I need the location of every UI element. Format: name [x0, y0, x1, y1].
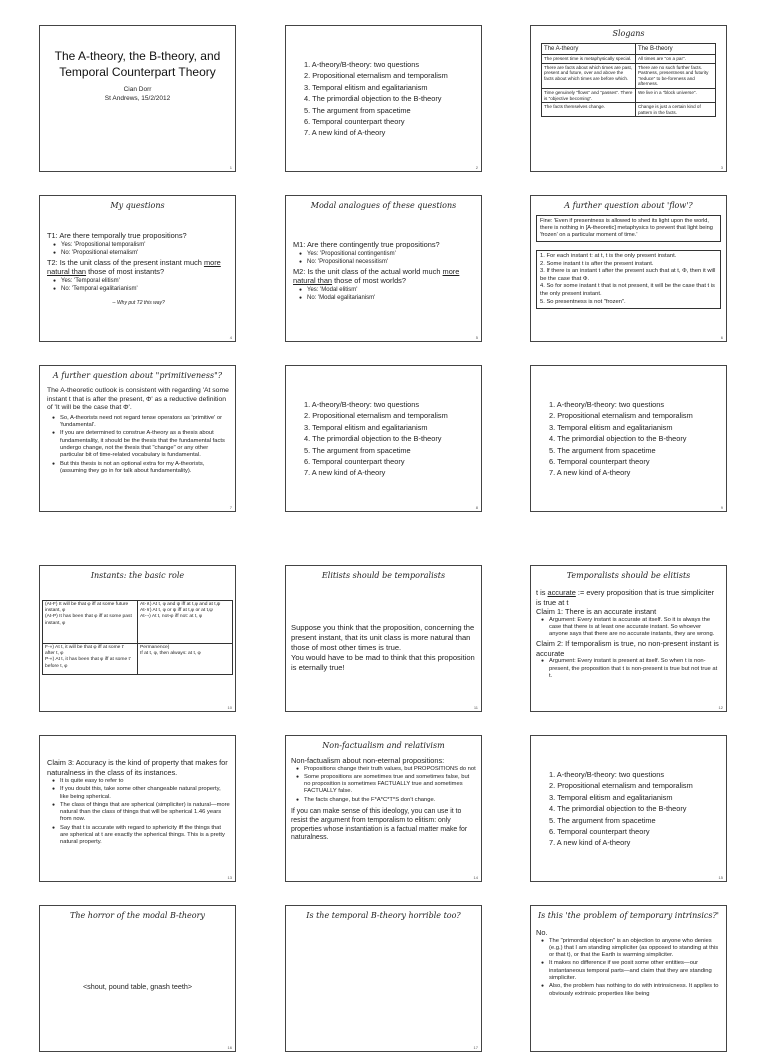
slide-title: Modal analogues of these questions	[310, 201, 457, 210]
intro-text: Non-factualism about non-eternal propositions:	[291, 756, 445, 765]
list-item: 5. So presentness is not "frozen".	[540, 298, 626, 305]
slide-number: 5	[475, 335, 478, 340]
outline-item: 7. A new kind of A-theory	[304, 128, 386, 138]
slide-11-elitists	[285, 565, 482, 712]
slide-number: 12	[718, 705, 723, 710]
table-row: The facts themselves change. Change is just a certain kind of pattern in the facts.	[542, 103, 716, 117]
slide-15-outline	[530, 735, 727, 882]
bullet-item: ● Propositions change their truth values, but PROPOSITIONS do not	[291, 766, 476, 773]
answer-yes: ● Yes: 'Propositional contingentism'	[293, 250, 476, 259]
claim-3: Claim 3: Accuracy is the kind of property that makes for naturalness in the class of its instances.	[47, 758, 228, 777]
slide-title: Slogans	[612, 29, 645, 38]
slide-16-modal-b-theory	[39, 905, 236, 1052]
rules-table	[42, 600, 233, 675]
slide-number: 4	[229, 335, 232, 340]
outline-item: 7. A new kind of A-theory	[304, 468, 386, 478]
outline-item: 4. The primordial objection to the B-theory	[304, 94, 442, 104]
stage-direction: <shout, pound table, gnash teeth>	[82, 982, 193, 991]
answer-yes: ● Yes: 'Temporal elitism'	[47, 277, 230, 286]
slogans-table	[541, 43, 716, 117]
question-m2: M2: Is the unit class of the actual world much more natural than those of most worlds?	[293, 266, 460, 285]
outline-item: 6. Temporal counterpart theory	[549, 457, 650, 467]
bullet-item: ● If you are determined to construe A-theory as a thesis about fundamentality, it should be the thesis that the fundamental facts undergo change, not the thesis that "change" or any other particular bit of time-related vocabulary is fundamental.	[47, 430, 230, 459]
outline-item: 1. A-theory/B-theory: two questions	[549, 770, 665, 779]
outline-item: 3. Temporal elitism and egalitarianism	[304, 422, 428, 432]
author-name: Cian Dorr	[123, 86, 152, 94]
answer-yes: ● Yes: 'Propositional temporalism'	[47, 241, 230, 250]
argument-2: ● Argument: Every instant is present at itself. So when t is non-present, the proposition that t is non-present is true but not true at t.	[536, 658, 721, 680]
bullet-item: ● It makes no difference if we posit some other entities—our instantaneous temporal parts—and claim that they are standing simpliciter.	[536, 960, 721, 982]
bullet-item: ● So, A-theorists need not regard tense operators as 'primitive' or 'fundamental'.	[47, 415, 230, 430]
presentation-title: The A-theory, the B-theory, and Temporal Counterpart Theory	[54, 49, 221, 80]
outline-list	[304, 399, 448, 479]
slide-6-flow-question	[530, 195, 727, 342]
intro-text: The A-theoretic outlook is consistent with regarding 'At some instant t that is after the present, Φ' as a reductive definition of 'It will be the case that Φ'.	[47, 387, 229, 412]
outline-item: 2. Propositional eternalism and temporalism	[549, 411, 693, 421]
fine-quote-box: Fine: 'Even if presentness is allowed to shed its light upon the world, there is nothing in [A-theoretic] metaphysics to prevent that light being 'frozen' on a particular moment of time.'	[536, 215, 721, 242]
outline-item: 6. Temporal counterpart theory	[304, 117, 405, 127]
definition: t is accurate := every proposition that is true simpliciter is true at t	[536, 588, 715, 607]
slide-number: 13	[227, 875, 232, 880]
bullet-item: ● If you doubt this, take some other changeable natural property, like being spherical.	[47, 786, 230, 801]
slide-8-outline	[285, 365, 482, 512]
slide-number: 6	[720, 335, 723, 340]
slide-number: 3	[720, 165, 723, 170]
slide-10-instants	[39, 565, 236, 712]
outline-item: 2. Propositional eternalism and temporalism	[549, 781, 693, 791]
outline-item: 5. The argument from spacetime	[549, 815, 656, 825]
answer-no: ● No: 'Temporal egalitarianism'	[47, 285, 230, 294]
bullet-item: ● It is quite easy to refer to	[47, 778, 230, 785]
slide-9-outline	[530, 365, 727, 512]
bullet-item: ● But this thesis is not an optional extra for my A-theorists, (assuming they go in for talk about fundamentality).	[47, 461, 230, 476]
claim-1: Claim 1: There is an accurate instant	[536, 607, 657, 616]
outline-item: 7. A new kind of A-theory	[549, 468, 631, 478]
answer-yes: ● Yes: 'Modal elitism'	[293, 286, 476, 295]
outline-list	[549, 399, 693, 479]
slide-7-primitiveness	[39, 365, 236, 512]
bullet-item: ● The "primordial objection" is an objection to anyone who denies (e.g.) that I am standing simpliciter (as opposed to standing at this or that t), or that the Earth is warming simpliciter.	[536, 938, 721, 960]
question-m1: M1: Are there contingently true propositions?	[293, 240, 440, 249]
outline-item: 4. The primordial objection to the B-theory	[549, 434, 687, 444]
list-item: 1. For each instant t: at t, t is the only present instant.	[540, 253, 677, 259]
slide-title: Elitists should be temporalists	[321, 571, 446, 580]
slide-title: Instants: the basic role	[90, 571, 185, 580]
outline-item: 5. The argument from spacetime	[304, 445, 411, 455]
slide-18-temporary-intrinsics	[530, 905, 727, 1052]
slide-13-claim3	[39, 735, 236, 882]
slide-number: 15	[718, 875, 723, 880]
slide-number: 8	[475, 505, 478, 510]
list-item: 2. Some instant t is after the present instant.	[540, 260, 654, 267]
outline-item: 5. The argument from spacetime	[549, 445, 656, 455]
slide-1-title	[39, 25, 236, 172]
table-row: (At-F) It will be that φ iff at some future instant, φ (At-P) It has been that φ iff at some past instant, φ At-∧) At t, φ and ψ iff at t,φ and at t,ψ At-∨) At t, φ or ψ iff at t,φ or at t,ψ At-¬) At t, not-φ iff not: at t, φ	[43, 601, 233, 644]
slide-4-my-questions	[39, 195, 236, 342]
slide-12-temporalists	[530, 565, 727, 712]
outline-item: 2. Propositional eternalism and temporalism	[304, 411, 448, 421]
body-paragraph: You would have to be mad to think that this proposition is eternally true!	[291, 653, 475, 672]
slide-14-non-factualism	[285, 735, 482, 882]
question-t1: T1: Are there temporally true propositions?	[47, 231, 187, 240]
slide-number: 17	[473, 1045, 478, 1050]
aside-note: -- Why put T2 this way?	[112, 299, 165, 306]
slide-title: The horror of the modal B-theory	[70, 911, 205, 920]
table-row: F-«) At t, it will be that φ iff at some t' after t, φ P-«) At t, it has been that φ iff at some t' before t, φ Permanence) If at t, φ, then always: at t, φ	[43, 644, 233, 675]
claim-2: Claim 2: If temporalism is true, no non-present instant is accurate	[536, 639, 719, 658]
table-row: There are facts about which times are past, present and future, over and above the facts about which times are before which. There are no such further facts. Pastness, presentness and futurity "reduce" to be-foreness and afterness.	[542, 63, 716, 88]
slide-title: Temporalists should be elitists	[566, 571, 691, 580]
list-item: 3. If there is an instant t after the present such that at t, Φ, then it will be the case that Φ.	[540, 268, 716, 282]
outline-item: 4. The primordial objection to the B-theory	[304, 434, 442, 444]
bullet-item: ● Some propositions are sometimes true and sometimes false, but no proposition is sometimes FACTUALLY true and sometimes FACTUALLY false.	[291, 774, 476, 796]
outline-item: 1. A-theory/B-theory: two questions	[304, 60, 420, 69]
outline-list	[549, 769, 693, 849]
argument-box	[536, 250, 721, 309]
question-t2: T2: Is the unit class of the present instant much more natural than those of most instants?	[47, 257, 221, 276]
outline-item: 6. Temporal counterpart theory	[304, 457, 405, 467]
table-header: The B-theory	[635, 44, 715, 55]
slide-title: Non-factualism and relativism	[322, 741, 445, 750]
bullet-item: ● Also, the problem has nothing to do with intrinsicness. It applies to obviously extrinsic properties like being	[536, 983, 721, 998]
outline-item: 3. Temporal elitism and egalitarianism	[549, 422, 673, 432]
slide-number: 11	[473, 705, 478, 710]
outline-item: 7. A new kind of A-theory	[549, 838, 631, 848]
slide-title: Is the temporal B-theory horrible too?	[306, 911, 461, 920]
outline-item: 4. The primordial objection to the B-theory	[549, 804, 687, 814]
slide-5-modal-analogues	[285, 195, 482, 342]
slide-number: 7	[229, 505, 232, 510]
slide-number: 14	[473, 875, 478, 880]
bullet-item: ● The facts change, but the F*A*C*T*S don't change.	[291, 797, 476, 804]
table-row: The present time is metaphysically special. All times are "on a par".	[542, 55, 716, 64]
slide-title: My questions	[110, 201, 165, 210]
outline-item: 3. Temporal elitism and egalitarianism	[304, 82, 428, 92]
outline-item: 5. The argument from spacetime	[304, 105, 411, 115]
body-paragraph: Suppose you think that the proposition, concerning the present instant, that its unit class is more natural than those of most other times is true.	[291, 623, 475, 652]
outline-list	[304, 59, 448, 139]
slide-number: 16	[227, 1045, 232, 1050]
outline-item: 1. A-theory/B-theory: two questions	[549, 400, 665, 409]
slide-title: Is this 'the problem of temporary intrinsics?'	[537, 911, 719, 920]
bullet-item: ● The class of things that are spherical (simpliciter) is natural—more natural than the class of things that will be spherical 1.46 years from now.	[47, 802, 230, 824]
slide-17-temporal-b-theory	[285, 905, 482, 1052]
table-row: Time genuinely "flows" and "passes". There is "objective becoming". We live in a "block universe".	[542, 88, 716, 102]
slide-number: 10	[227, 705, 232, 710]
list-item: 4. So for some instant t that is not present, it will be the case that t is the only present instant.	[540, 283, 715, 297]
argument-1: ● Argument: Every instant is accurate at itself. So it is always the case that there is at least one accurate instant. So whoever anyone says that there are no accurate instants, they are wrong.	[536, 617, 721, 639]
outline-item: 6. Temporal counterpart theory	[549, 827, 650, 837]
slide-number: 9	[720, 505, 723, 510]
answer-no: No.	[536, 928, 548, 937]
bullet-item: ● Say that t is accurate with regard to sphericity iff the things that are spherical at t are exactly the spherical things. This is a pretty natural property.	[47, 825, 230, 847]
outline-item: 2. Propositional eternalism and temporalism	[304, 71, 448, 81]
slide-title: A further question about "primitiveness"?	[52, 371, 223, 380]
outline-item: 3. Temporal elitism and egalitarianism	[549, 792, 673, 802]
answer-no: ● No: 'Propositional necessitism'	[293, 258, 476, 267]
table-header: The A-theory	[542, 44, 636, 55]
answer-no: ● No: 'Modal egalitarianism'	[293, 294, 476, 303]
venue-date: St Andrews, 15/2/2012	[104, 95, 171, 103]
slide-number: 2	[475, 165, 478, 170]
slide-2-outline	[285, 25, 482, 172]
slide-3-slogans	[530, 25, 727, 172]
slide-title: A further question about 'flow'?	[564, 201, 693, 210]
slide-number: 1	[229, 165, 232, 170]
answer-no: ● No: 'Propositional eternalism'	[47, 249, 230, 258]
outline-item: 1. A-theory/B-theory: two questions	[304, 400, 420, 409]
outro-text: If you can make sense of this ideology, you can use it to resist the argument from temporalism to elitism: only properties whose instantiation is a factual matter make for naturalness.	[291, 807, 468, 842]
